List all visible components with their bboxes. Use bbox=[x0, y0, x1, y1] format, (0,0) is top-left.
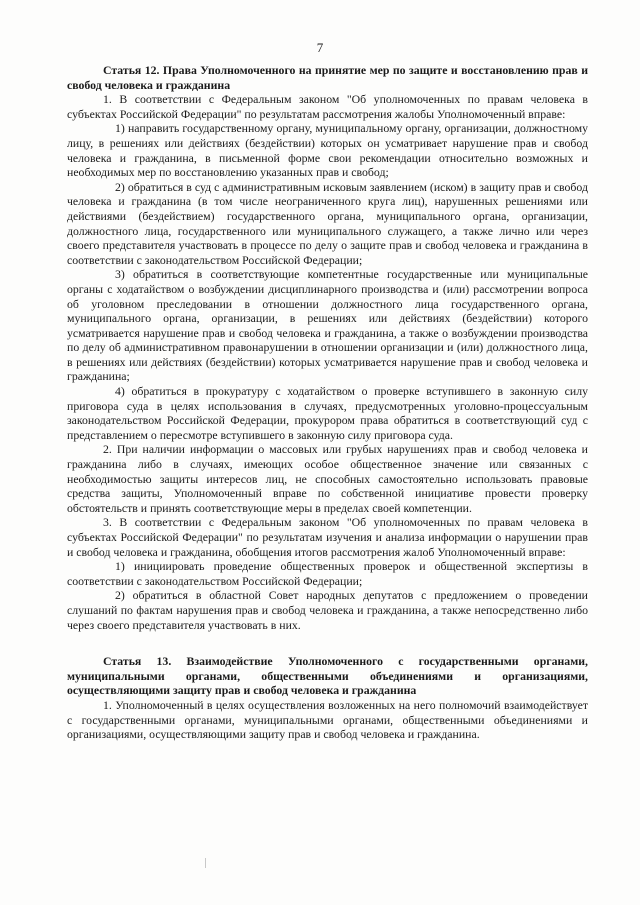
article-12-paragraph-3-intro: 3. В соответствии с Федеральным законом "Об уполномоченных по правам человека в субъектах Российской Федерации" по результатам изучения и анализа информации о нарушении прав и свобод человека и гражданина, обобщения итогов рассмотрения жалоб Уполномоченный вправе: bbox=[67, 515, 588, 559]
article-12-paragraph-2: 2. При наличии информации о массовых или грубых нарушениях прав и свобод человека и гражданина либо в случаях, имеющих особое общественное значение или связанных с необходимостью защиты интересов лиц, не способных самостоятельно использовать правовые средства защиты, Уполномоченный вправе по собственной инициативе провести проверку обстоятельств и принять соответствующие меры в пределах своей компетенции. bbox=[67, 442, 588, 515]
scan-artifact-mark bbox=[205, 858, 206, 868]
article-12-paragraph-3-item-2: 2) обратиться в областной Совет народных депутатов с предложением о проведении слушаний по фактам нарушения прав и свобод человека и гражданина, а также непосредственно либо через своего представителя участвовать в них. bbox=[67, 588, 588, 632]
article-12-paragraph-1-item-1: 1) направить государственному органу, муниципальному органу, организации, должностному лицу, в решениях или действиях (бездействии) которых он усматривает нарушение прав и свобод человека и гражданина, в письменной форме свои рекомендации относительно возможных и необходимых мер по восстановлению указанных прав и свобод; bbox=[67, 121, 588, 180]
article-12-paragraph-1-item-4: 4) обратиться в прокуратуру с ходатайством о проверке вступившего в законную силу приговора суда в целях использования в случаях, предусмотренных уголовно-процессуальным законодательством Российской Федерации, прокурором права обратиться в соответствующий суд с представлением о пересмотре вступившего в законную силу приговора суда. bbox=[67, 384, 588, 442]
document-body bbox=[67, 63, 588, 742]
article-12-heading: Статья 12. Права Уполномоченного на принятие мер по защите и восстановлению прав и свобод человека и гражданина bbox=[67, 63, 588, 92]
section-spacer bbox=[67, 632, 588, 654]
article-13-paragraph-1: 1. Уполномоченный в целях осуществления возложенных на него полномочий взаимодействует с государственными органами, муниципальными органами, общественными объединениями и организациями, осуществляющими защиту прав и свобод человека и гражданина. bbox=[67, 697, 588, 742]
article-12-paragraph-1-item-3: 3) обратиться в соответствующие компетентные государственные или муниципальные органы с ходатайством о возбуждении дисциплинарного производства и (или) рассмотрении вопроса об уголовном преследовании в отношении должностного лица государственного органа, муниципального органа, организации, в решениях или действиях (бездействии) которого усматривается нарушение прав и свобод человека и гражданина, а также о возбуждении производства по делу об административном правонарушении в отношении организации и (или) должностного лица, в решениях или действиях (бездействии) которых усматривается нарушение прав и свобод человека и гражданина; bbox=[67, 267, 588, 384]
article-12-paragraph-3-item-1: 1) инициировать проведение общественных проверок и общественной экспертизы в соответствии с законодательством Российской Федерации; bbox=[67, 559, 588, 588]
page-number: 7 bbox=[316, 40, 324, 55]
article-13-heading: Статья 13. Взаимодействие Уполномоченного с государственными органами, муниципальными органами, общественными объединениями и организациями, осуществляющими защиту прав и свобод человека и гражданина bbox=[67, 654, 588, 698]
article-12-paragraph-1-intro: 1. В соответствии с Федеральным законом "Об уполномоченных по правам человека в субъектах Российской Федерации" по результатам рассмотрения жалобы Уполномоченный вправе: bbox=[67, 92, 588, 121]
article-12-paragraph-1-item-2: 2) обратиться в суд с административным исковым заявлением (иском) в защиту прав и свобод человека и гражданина (в том числе неограниченного круга лиц), нарушенных решениями или действиями (бездействием) государственного органа, муниципального органа, организации, должностного лица, государственного или муниципального служащего, а также лично или через своего представителя участвовать в процессе по делу о защите прав и свобод человека и гражданина в соответствии с законодательством Российской Федерации; bbox=[67, 179, 588, 267]
